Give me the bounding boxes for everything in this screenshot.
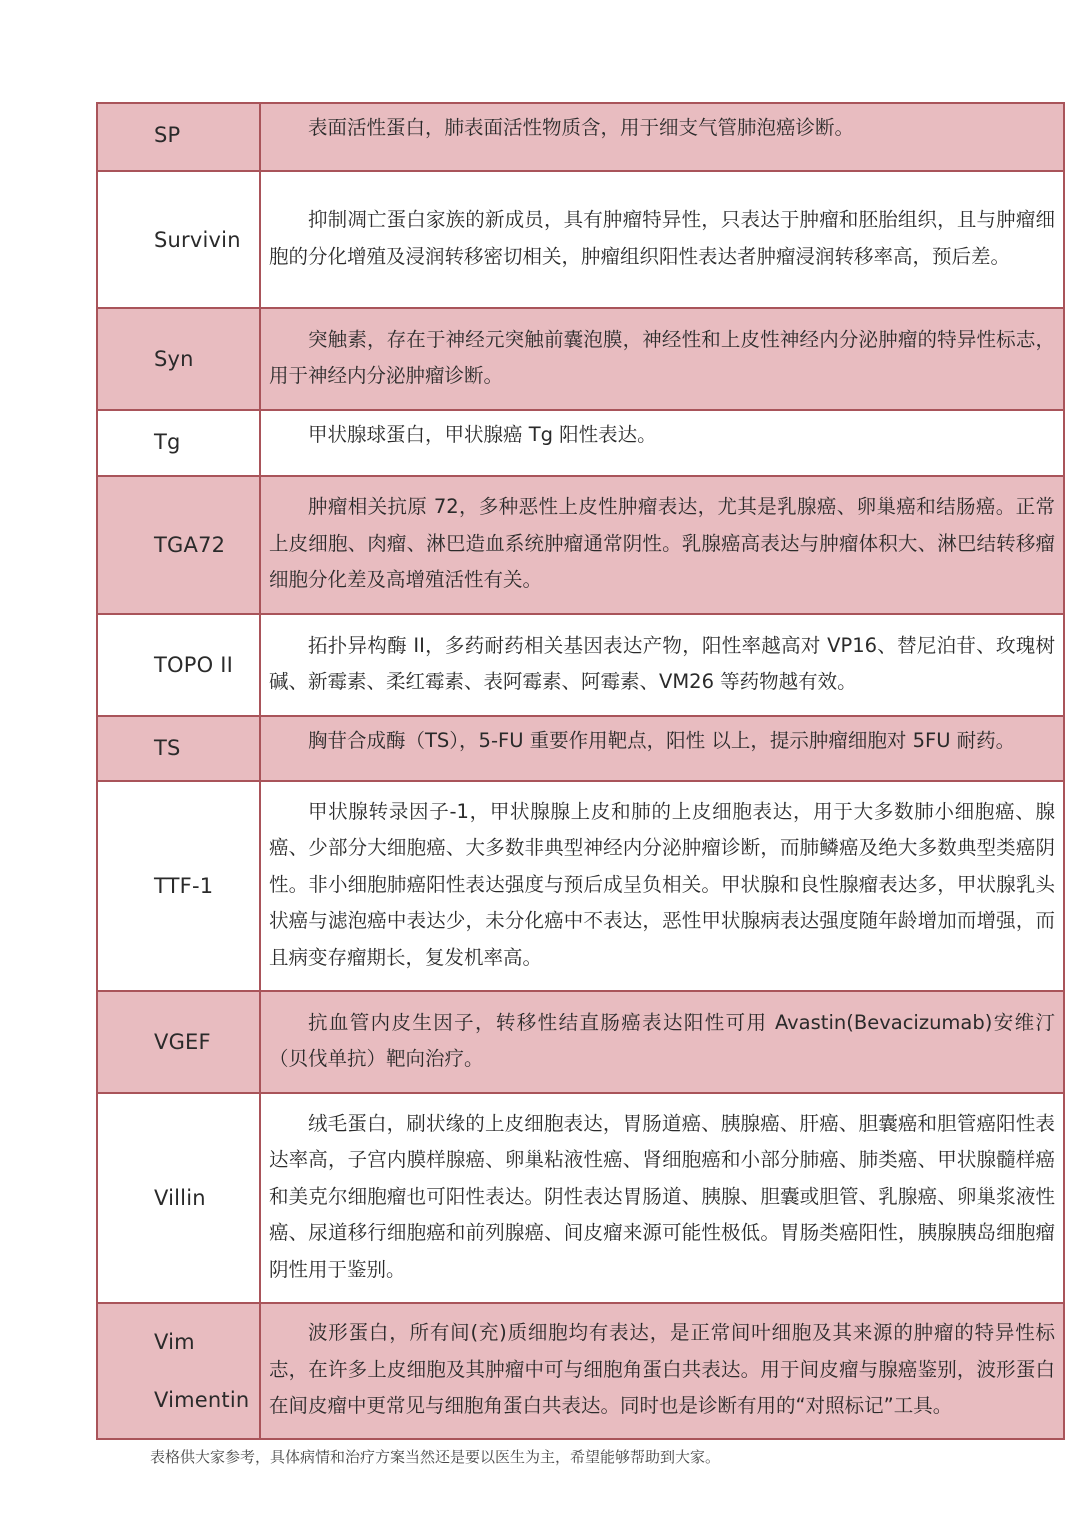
- marker-name-line: Vimentin: [154, 1388, 250, 1412]
- marker-name: Villin: [97, 1093, 260, 1303]
- marker-description: 表面活性蛋白，肺表面活性物质含，用于细支气管肺泡癌诊断。: [260, 103, 1064, 171]
- marker-description: 抑制凋亡蛋白家族的新成员，具有肿瘤特异性，只表达于肿瘤和胚胎组织，且与肿瘤细胞的分化增殖及浸润转移密切相关，肿瘤组织阳性表达者肿瘤浸润转移率高，预后差。: [260, 171, 1064, 308]
- marker-name: SP: [97, 103, 260, 171]
- marker-table: [96, 102, 1065, 1440]
- table-row: [97, 171, 1064, 308]
- marker-description: 波形蛋白，所有间(充)质细胞均有表达，是正常间叶细胞及其来源的肿瘤的特异性标志，在许多上皮细胞及其肿瘤中可与细胞角蛋白共表达。用于间皮瘤与腺癌鉴别，波形蛋白在间皮瘤中更常见与细胞角蛋白共表达。同时也是诊断有用的“对照标记”工具。: [260, 1303, 1064, 1439]
- marker-description: 绒毛蛋白，刷状缘的上皮细胞表达，胃肠道癌、胰腺癌、肝癌、胆囊癌和胆管癌阳性表达率高，子宫内膜样腺癌、卵巢粘液性癌、肾细胞癌和小部分肺癌、肺类癌、甲状腺髓样癌和美克尔细胞瘤也可阳性表达。阴性表达胃肠道、胰腺、胆囊或胆管、乳腺癌、卵巢浆液性癌、尿道移行细胞癌和前列腺癌、间皮瘤来源可能性极低。胃肠类癌阳性，胰腺胰岛细胞瘤阴性用于鉴别。: [260, 1093, 1064, 1303]
- marker-description: 拓扑异构酶 II，多药耐药相关基因表达产物，阳性率越高对 VP16、替尼泊苷、玫瑰树碱、新霉素、柔红霉素、表阿霉素、阿霉素、VM26 等药物越有效。: [260, 614, 1064, 716]
- table-row: [97, 410, 1064, 476]
- marker-description: 甲状腺球蛋白，甲状腺癌 Tg 阳性表达。: [260, 410, 1064, 476]
- marker-name: TS: [97, 716, 260, 781]
- marker-name: Tg: [97, 410, 260, 476]
- table-row: [97, 991, 1064, 1093]
- table-row: [97, 476, 1064, 614]
- marker-name: TTF-1: [97, 781, 260, 991]
- marker-name: Syn: [97, 308, 260, 410]
- marker-description: 肿瘤相关抗原 72，多种恶性上皮性肿瘤表达，尤其是乳腺癌、卵巢癌和结肠癌。正常上皮细胞、肉瘤、淋巴造血系统肿瘤通常阴性。乳腺癌高表达与肿瘤体积大、淋巴结转移瘤细胞分化差及高增殖活性有关。: [260, 476, 1064, 614]
- marker-name: TGA72: [97, 476, 260, 614]
- marker-name: VGEF: [97, 991, 260, 1093]
- table-row: [97, 716, 1064, 781]
- marker-name: Survivin: [97, 171, 260, 308]
- marker-description: 甲状腺转录因子-1，甲状腺腺上皮和肺的上皮细胞表达，用于大多数肺小细胞癌、腺癌、少部分大细胞癌、大多数非典型神经内分泌肿瘤诊断，而肺鳞癌及绝大多数典型类癌阴性。非小细胞肺癌阳性表达强度与预后成呈负相关。甲状腺和良性腺瘤表达多，甲状腺乳头状癌与滤泡癌中表达少，未分化癌中不表达，恶性甲状腺病表达强度随年龄增加而增强，而且病变存瘤期长，复发机率高。: [260, 781, 1064, 991]
- marker-name: [97, 1303, 260, 1439]
- marker-name: TOPO II: [97, 614, 260, 716]
- table-row: [97, 1303, 1064, 1439]
- table-row: [97, 103, 1064, 171]
- marker-description: 突触素，存在于神经元突触前囊泡膜，神经性和上皮性神经内分泌肿瘤的特异性标志，用于神经内分泌肿瘤诊断。: [260, 308, 1064, 410]
- marker-description: 胸苷合成酶（TS），5-FU 重要作用靶点，阳性 以上，提示肿瘤细胞对 5FU 耐药。: [260, 716, 1064, 781]
- table-row: [97, 614, 1064, 716]
- footnote: 表格供大家参考，具体病情和治疗方案当然还是要以医生为主，希望能够帮助到大家。: [150, 1448, 721, 1466]
- marker-description: 抗血管内皮生因子，转移性结直肠癌表达阳性可用 Avastin(Bevacizumab)安维汀（贝伐单抗）靶向治疗。: [260, 991, 1064, 1093]
- marker-name-line: Vim: [154, 1330, 195, 1354]
- table-row: [97, 781, 1064, 991]
- table-row: [97, 308, 1064, 410]
- table-row: [97, 1093, 1064, 1303]
